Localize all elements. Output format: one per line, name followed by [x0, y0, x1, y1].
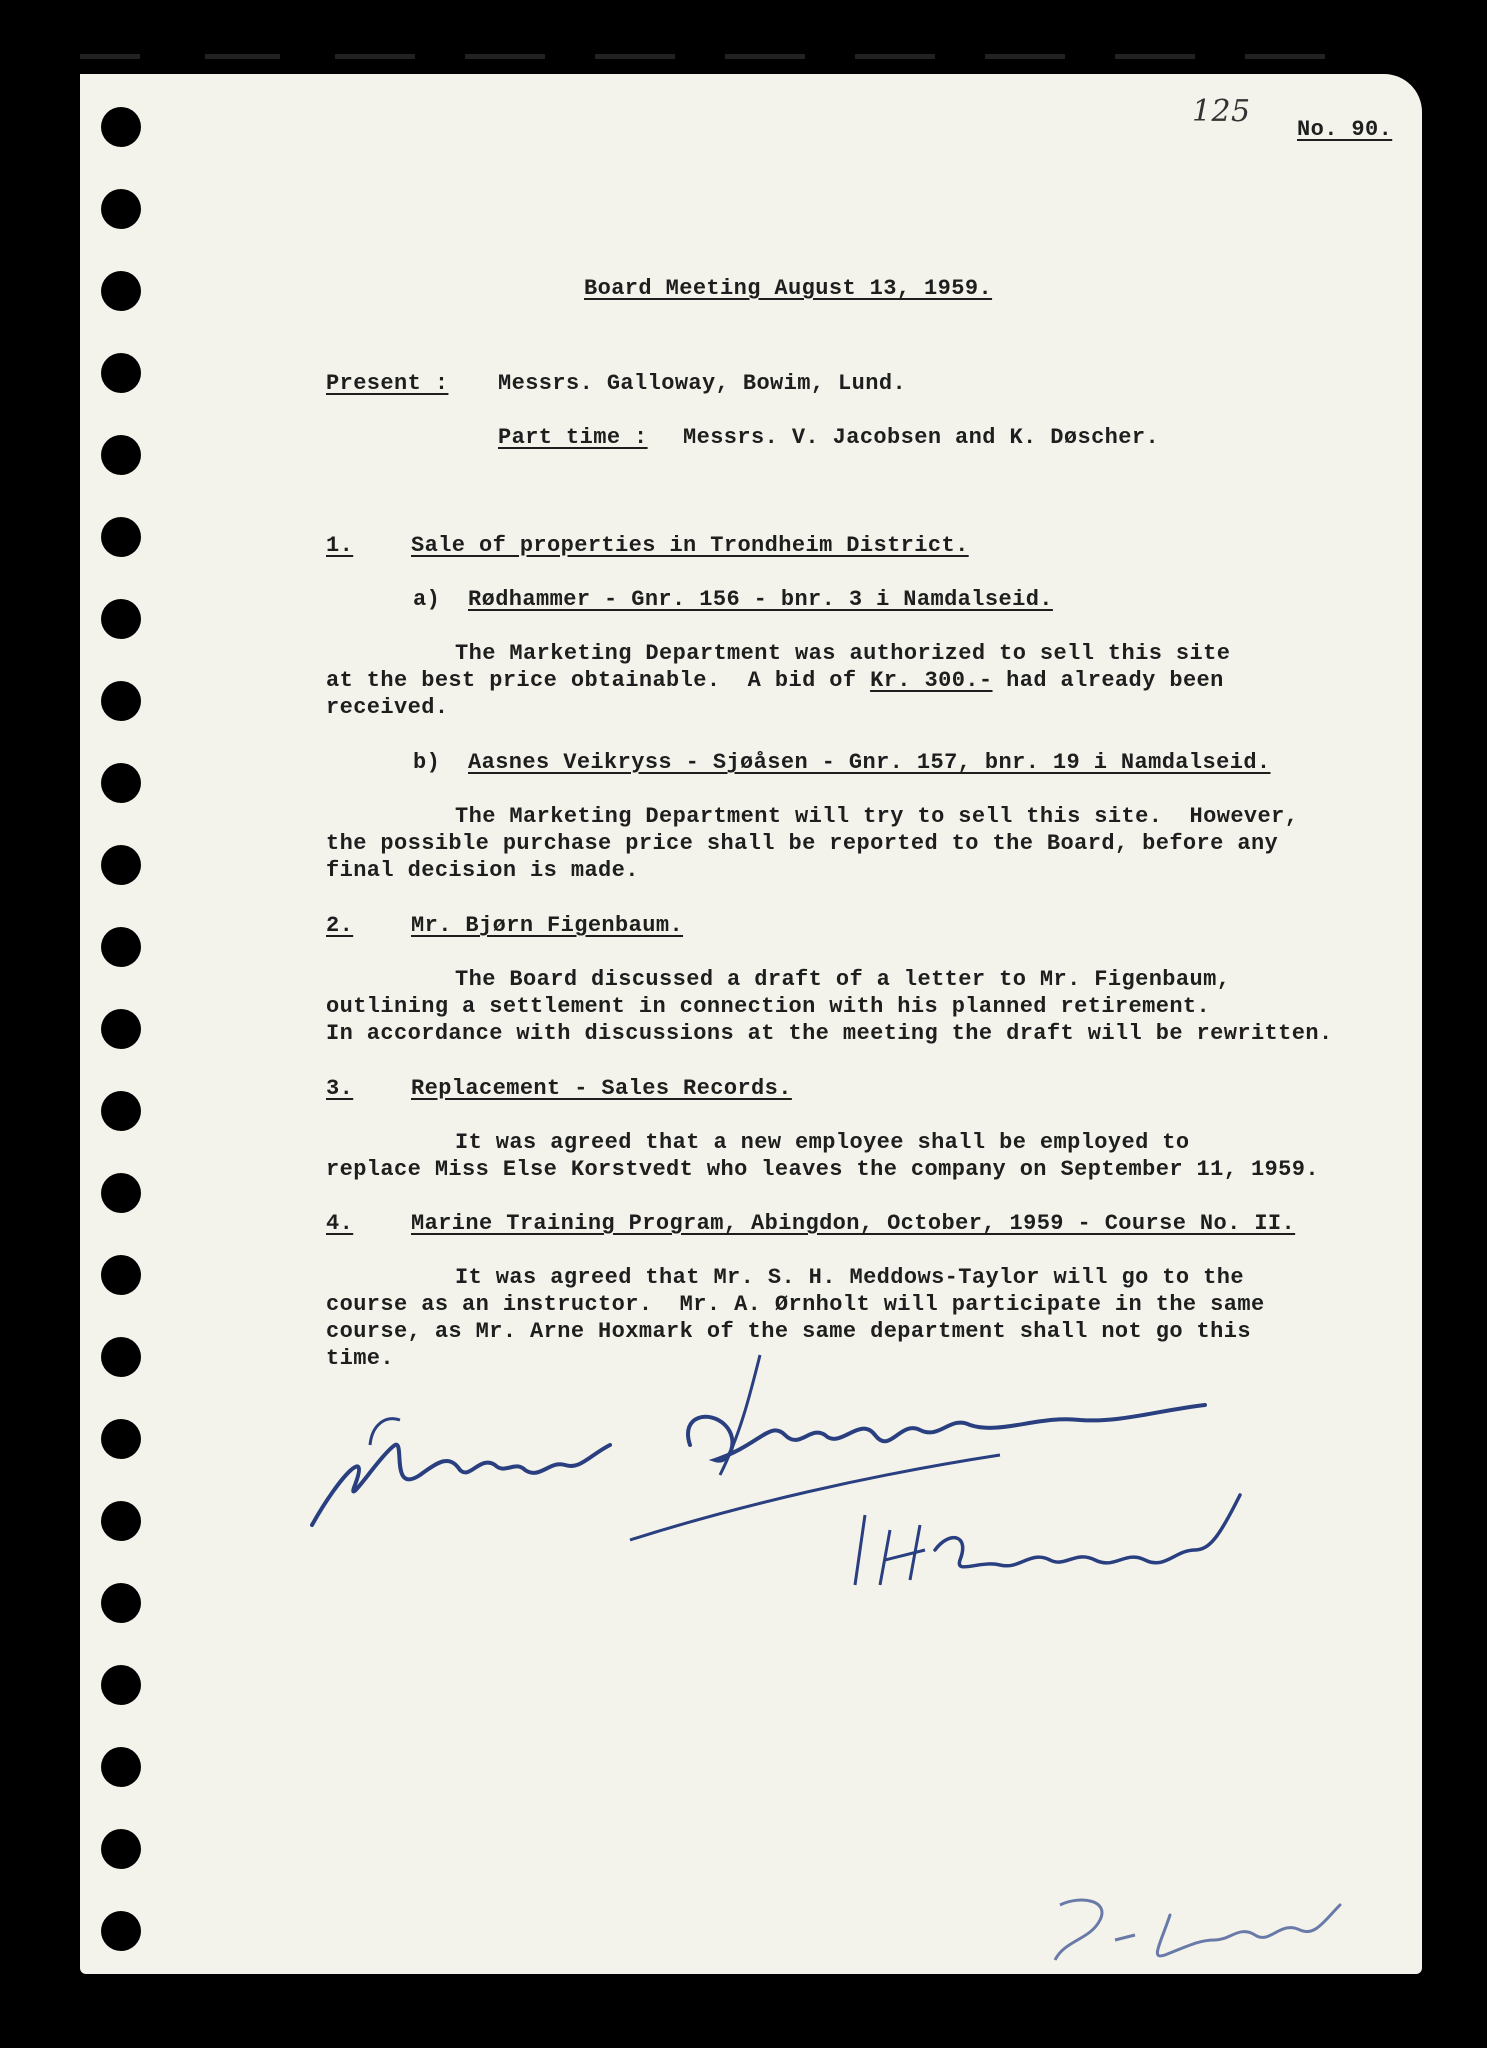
- paragraph-line: time.: [326, 1346, 395, 1371]
- text-run: at the best price obtainable. A bid of: [326, 668, 871, 693]
- binder-hole: [101, 1583, 141, 1623]
- item-heading: Mr. Bjørn Figenbaum.: [411, 913, 684, 938]
- binder-hole: [101, 107, 141, 147]
- paragraph-line: received.: [326, 695, 449, 720]
- paragraph-line: The Board discussed a draft of a letter to Mr. Figenbaum,: [455, 967, 1231, 992]
- present-label: Present :: [326, 371, 449, 396]
- page-title: Board Meeting August 13, 1959.: [584, 276, 993, 301]
- binder-hole: [101, 927, 141, 967]
- subitem-label: b): [413, 750, 441, 775]
- item-heading: Replacement - Sales Records.: [411, 1076, 792, 1101]
- paragraph-line: course as an instructor. Mr. A. Ørnholt will participate in the same: [326, 1292, 1265, 1317]
- paragraph-line: The Marketing Department was authorized to sell this site: [455, 641, 1231, 666]
- binder-hole: [101, 1337, 141, 1377]
- item-number: 1.: [326, 533, 354, 558]
- binder-hole: [101, 763, 141, 803]
- binder-hole: [101, 599, 141, 639]
- paragraph-line: the possible purchase price shall be reported to the Board, before any: [326, 831, 1279, 856]
- bid-amount: Kr. 300.-: [870, 668, 993, 693]
- paragraph-line: In accordance with discussions at the meeting the draft will be rewritten.: [326, 1021, 1333, 1046]
- paragraph-line: It was agreed that Mr. S. H. Meddows-Taylor will go to the: [455, 1265, 1244, 1290]
- binder-hole: [101, 1009, 141, 1049]
- binder-hole: [101, 1419, 141, 1459]
- binder-hole: [101, 517, 141, 557]
- paragraph-line: outlining a settlement in connection with his planned retirement.: [326, 994, 1211, 1019]
- document-number: No. 90.: [1297, 117, 1393, 142]
- binder-hole: [101, 271, 141, 311]
- item-number: 4.: [326, 1211, 354, 1236]
- item-heading: Marine Training Program, Abingdon, October, 1959 - Course No. II.: [411, 1211, 1296, 1236]
- part-time-names: Messrs. V. Jacobsen and K. Døscher.: [683, 425, 1160, 450]
- binder-hole: [101, 1665, 141, 1705]
- binder-hole: [101, 353, 141, 393]
- binder-hole: [101, 1747, 141, 1787]
- binder-hole: [101, 1829, 141, 1869]
- item-number: 3.: [326, 1076, 354, 1101]
- paragraph-line: The Marketing Department will try to sell this site. However,: [455, 804, 1299, 829]
- subitem-label: a): [413, 587, 441, 612]
- item-number: 2.: [326, 913, 354, 938]
- handwritten-page-number: 125: [1192, 94, 1251, 129]
- text-run: had already been: [992, 668, 1224, 693]
- signature-initial-lund: [1040, 1885, 1350, 1975]
- present-names: Messrs. Galloway, Bowim, Lund.: [498, 371, 907, 396]
- binder-hole: [101, 1501, 141, 1541]
- part-time-label: Part time :: [498, 425, 648, 450]
- binder-hole: [101, 1255, 141, 1295]
- binder-hole: [101, 681, 141, 721]
- binder-hole: [101, 1911, 141, 1951]
- paragraph-line: course, as Mr. Arne Hoxmark of the same department shall not go this: [326, 1319, 1251, 1344]
- paragraph-line: It was agreed that a new employee shall be employed to: [455, 1130, 1190, 1155]
- binder-hole: [101, 845, 141, 885]
- subitem-title: Aasnes Veikryss - Sjøåsen - Gnr. 157, bnr. 19 i Namdalseid.: [468, 750, 1271, 775]
- paragraph-line: [326, 668, 1224, 693]
- binder-hole: [101, 1091, 141, 1131]
- signature-bowim: [300, 1385, 640, 1535]
- paragraph-line: replace Miss Else Korstvedt who leaves the company on September 11, 1959.: [326, 1157, 1319, 1182]
- subitem-title: Rødhammer - Gnr. 156 - bnr. 3 i Namdalseid.: [468, 587, 1053, 612]
- binder-hole: [101, 189, 141, 229]
- binder-hole: [101, 435, 141, 475]
- paragraph-line: final decision is made.: [326, 858, 639, 883]
- binder-hole: [101, 1173, 141, 1213]
- signature-galloway: [840, 1490, 1260, 1600]
- item-heading: Sale of properties in Trondheim District.: [411, 533, 969, 558]
